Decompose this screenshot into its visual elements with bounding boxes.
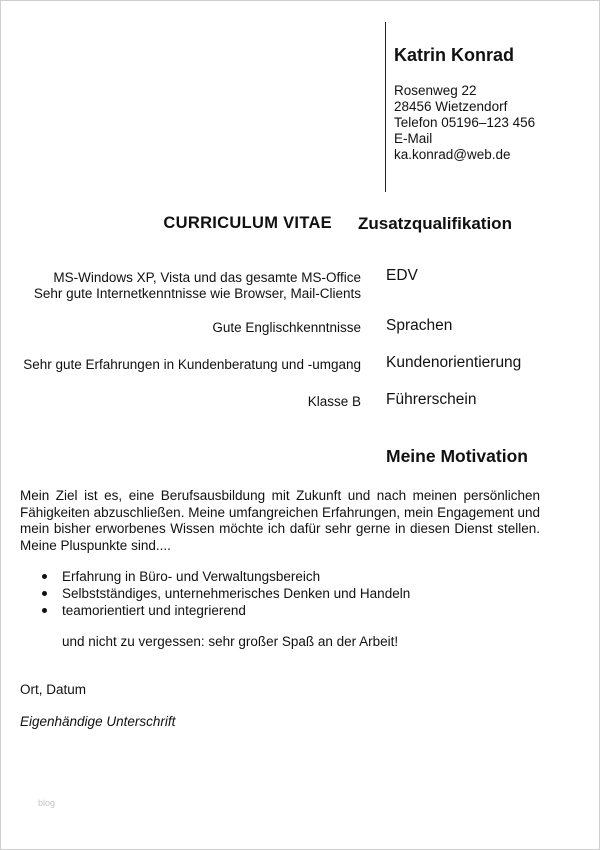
- contact-phone: Telefon 05196–123 456: [394, 115, 536, 130]
- bullet-icon: [42, 608, 47, 613]
- bullet-icon: [42, 574, 47, 579]
- contact-email-label: E-Mail: [394, 131, 433, 146]
- list-item: [42, 602, 410, 619]
- list-item-text: teamorientiert und integrierend: [62, 603, 246, 618]
- place-date: Ort, Datum: [20, 682, 87, 697]
- contact-email: ka.konrad@web.de: [394, 147, 511, 162]
- section-heading-zusatzqualifikation: Zusatzqualifikation: [358, 214, 512, 233]
- qualification-description: [212, 320, 361, 336]
- contact-street: Rosenweg 22: [394, 83, 477, 98]
- contact-city: 28456 Wietzendorf: [394, 99, 508, 114]
- motivation-title: Meine Motivation: [386, 446, 528, 466]
- list-item: [42, 568, 410, 585]
- cv-title: CURRICULUM VITAE: [163, 214, 332, 232]
- qualification-description: [23, 357, 361, 373]
- qualification-category: Kundenorientierung: [386, 354, 522, 371]
- list-item: [42, 585, 410, 602]
- qualification-description: [308, 394, 361, 410]
- qualification-line: Sehr gute Erfahrungen in Kundenberatung und -umgang: [23, 357, 361, 372]
- signature-line: Eigenhändige Unterschrift: [20, 714, 176, 729]
- watermark: blog: [38, 798, 56, 808]
- pluspunkte-list: [42, 568, 410, 619]
- applicant-name: Katrin Konrad: [394, 45, 515, 65]
- list-item-text: Erfahrung in Büro- und Verwaltungsbereich: [62, 569, 321, 584]
- qualification-line: MS-Windows XP, Vista und das gesamte MS-Office: [53, 270, 361, 285]
- qualification-description: [34, 270, 361, 302]
- motivation-paragraph: Mein Ziel ist es, eine Berufsausbildung mit Zukunft und nach meinen persönlichen Fähigkeiten abzuschließen. Meine umfangreichen Erfahrungen, mein Engagement und mein bisher erworbenes Wissen möchte ich dafür sehr gerne in diesen Dienst stellen. Meine Pluspunkte sind....: [20, 488, 540, 553]
- bullet-icon: [42, 591, 47, 596]
- contact-block: [394, 83, 535, 163]
- qualification-line: Sehr gute Internetkenntnisse wie Browser, Mail-Clients: [33, 286, 361, 301]
- list-item-text: Selbstständiges, unternehmerisches Denken und Handeln: [62, 586, 411, 601]
- header-divider: [385, 22, 386, 192]
- closing-line: und nicht zu vergessen: sehr großer Spaß an der Arbeit!: [62, 634, 399, 649]
- qualification-line: Klasse B: [307, 394, 361, 409]
- qualification-category: Führerschein: [386, 391, 477, 408]
- qualification-category: EDV: [386, 267, 418, 284]
- qualification-category: Sprachen: [386, 317, 453, 334]
- qualification-line: Gute Englischkenntnisse: [212, 320, 361, 335]
